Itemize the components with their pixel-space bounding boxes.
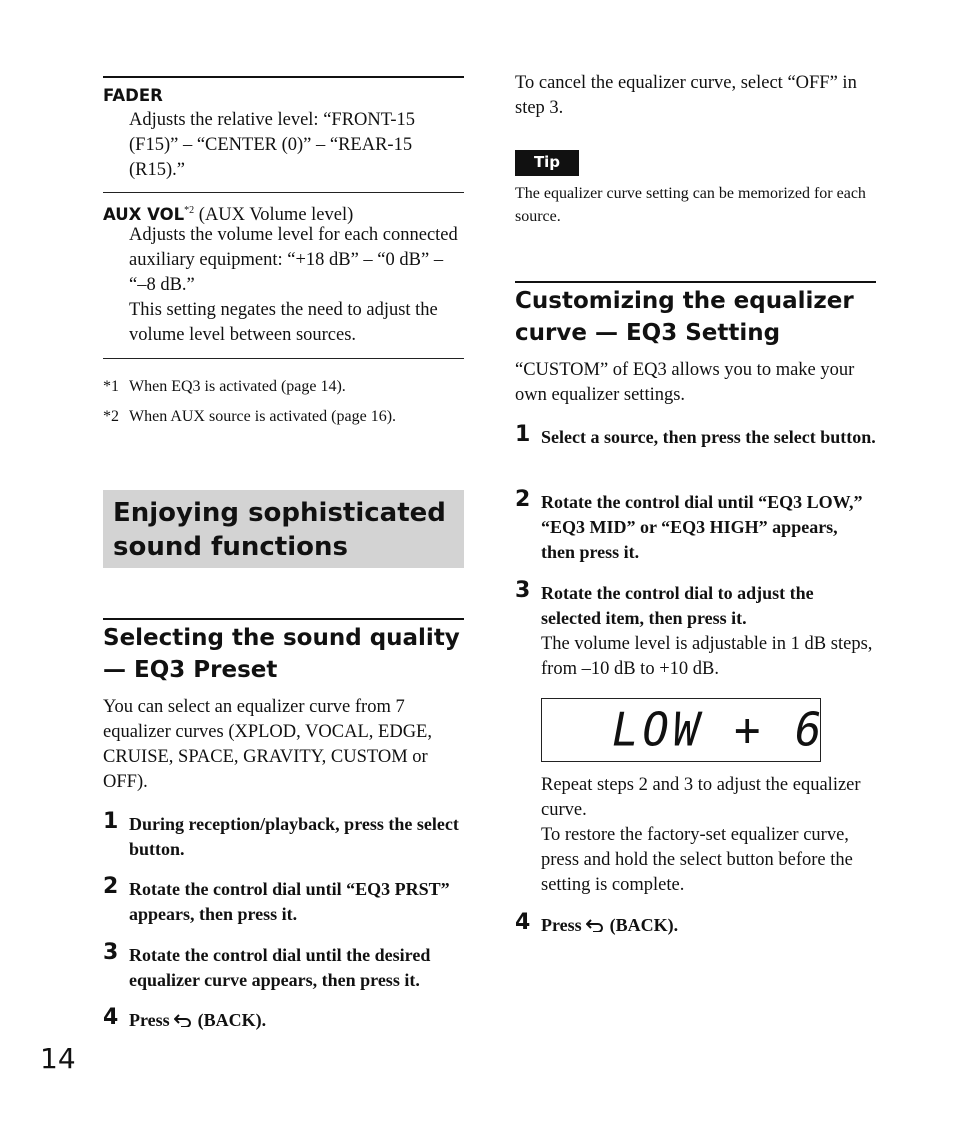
section-title: Enjoying sophisticated sound functions: [113, 498, 446, 562]
press-label: Press: [129, 1010, 170, 1030]
after-step-text-2: To restore the factory-set equalizer curve, press and hold the select button before the setting is complete.: [541, 825, 853, 895]
press-label: Press: [541, 915, 582, 935]
fader-description: Adjusts the relative level: “FRONT-15 (F15)” – “CENTER (0)” – “REAR-15 (R15).”: [129, 110, 416, 180]
aux-vol-footnote-mark: *2: [184, 205, 195, 216]
step-text: Rotate the control dial until “EQ3 LOW,” “EQ3 MID” or “EQ3 HIGH” appears, then press it.: [541, 492, 863, 562]
footnote-text: When EQ3 is activated (page 14).: [129, 378, 346, 395]
tip-label: Tip: [533, 153, 561, 171]
step-number: 2: [515, 487, 531, 512]
back-icon: [174, 1013, 194, 1027]
aux-vol-note: This setting negates the need to adjust the volume level between sources.: [129, 300, 438, 345]
step-text: [541, 913, 881, 938]
step-body: The volume level is adjustable in 1 dB steps, from –10 dB to +10 dB.: [541, 634, 873, 679]
lcd-display: [541, 698, 826, 762]
after-step-text-1: Repeat steps 2 and 3 to adjust the equalizer curve.: [541, 775, 861, 820]
step-number: 3: [103, 940, 119, 965]
setting-intro: “CUSTOM” of EQ3 allows you to make your own equalizer settings.: [515, 360, 855, 405]
footnote-1: [103, 377, 346, 397]
step-text: Select a source, then press the select button.: [541, 427, 876, 447]
back-label: (BACK).: [609, 915, 679, 935]
step-number: 4: [103, 1005, 119, 1030]
step-text: Rotate the control dial until “EQ3 PRST” appears, then press it.: [129, 879, 450, 924]
aux-vol-label: AUX VOL: [103, 205, 185, 225]
step-number: 1: [515, 422, 531, 447]
step-number: 4: [515, 910, 531, 935]
step-number: 1: [103, 809, 119, 834]
step-text: Rotate the control dial until the desired equalizer curve appears, then press it.: [129, 945, 431, 990]
setting-heading-rule: [515, 281, 876, 283]
preset-intro: You can select an equalizer curve from 7 equalizer curves (XPLOD, VOCAL, EDGE, CRUISE, SPACE, GRAVITY, CUSTOM or OFF).: [103, 697, 432, 792]
fader-top-rule: [103, 76, 464, 78]
setting-heading: Customizing the equalizer curve — EQ3 Setting: [515, 288, 854, 346]
step-text: Rotate the control dial to adjust the selected item, then press it.: [541, 583, 814, 628]
preset-heading: Selecting the sound quality — EQ3 Preset: [103, 625, 460, 683]
step-text: [129, 1008, 469, 1033]
tip-text: The equalizer curve setting can be memorized for each source.: [515, 185, 866, 225]
footnote-mark: *1: [103, 378, 119, 395]
fader-term: [103, 86, 163, 106]
step-number: 2: [103, 874, 119, 899]
aux-vol-description: Adjusts the volume level for each connected auxiliary equipment: “+18 dB” – “0 dB” – “–8 dB.”: [129, 225, 458, 295]
back-icon: [586, 918, 606, 932]
footnote-mark: *2: [103, 408, 119, 425]
footnote-text: When AUX source is activated (page 16).: [129, 408, 397, 425]
lcd-display-text: LOW + 6: [612, 703, 826, 758]
back-label: (BACK).: [197, 1010, 267, 1030]
cancel-text: To cancel the equalizer curve, select “OFF” in step 3.: [515, 73, 857, 118]
page-number: 14: [40, 1042, 76, 1075]
aux-top-rule: [103, 192, 464, 193]
aux-vol-paren: (AUX Volume level): [194, 205, 354, 226]
step-number: 3: [515, 578, 531, 603]
step-text: During reception/playback, press the select button.: [129, 814, 459, 859]
footnote-2: [103, 407, 396, 427]
fader-label: FADER: [103, 86, 163, 105]
tip-badge: [515, 150, 579, 176]
preset-heading-rule: [103, 618, 464, 620]
aux-bottom-rule: [103, 358, 464, 359]
section-title-box: [103, 490, 464, 568]
